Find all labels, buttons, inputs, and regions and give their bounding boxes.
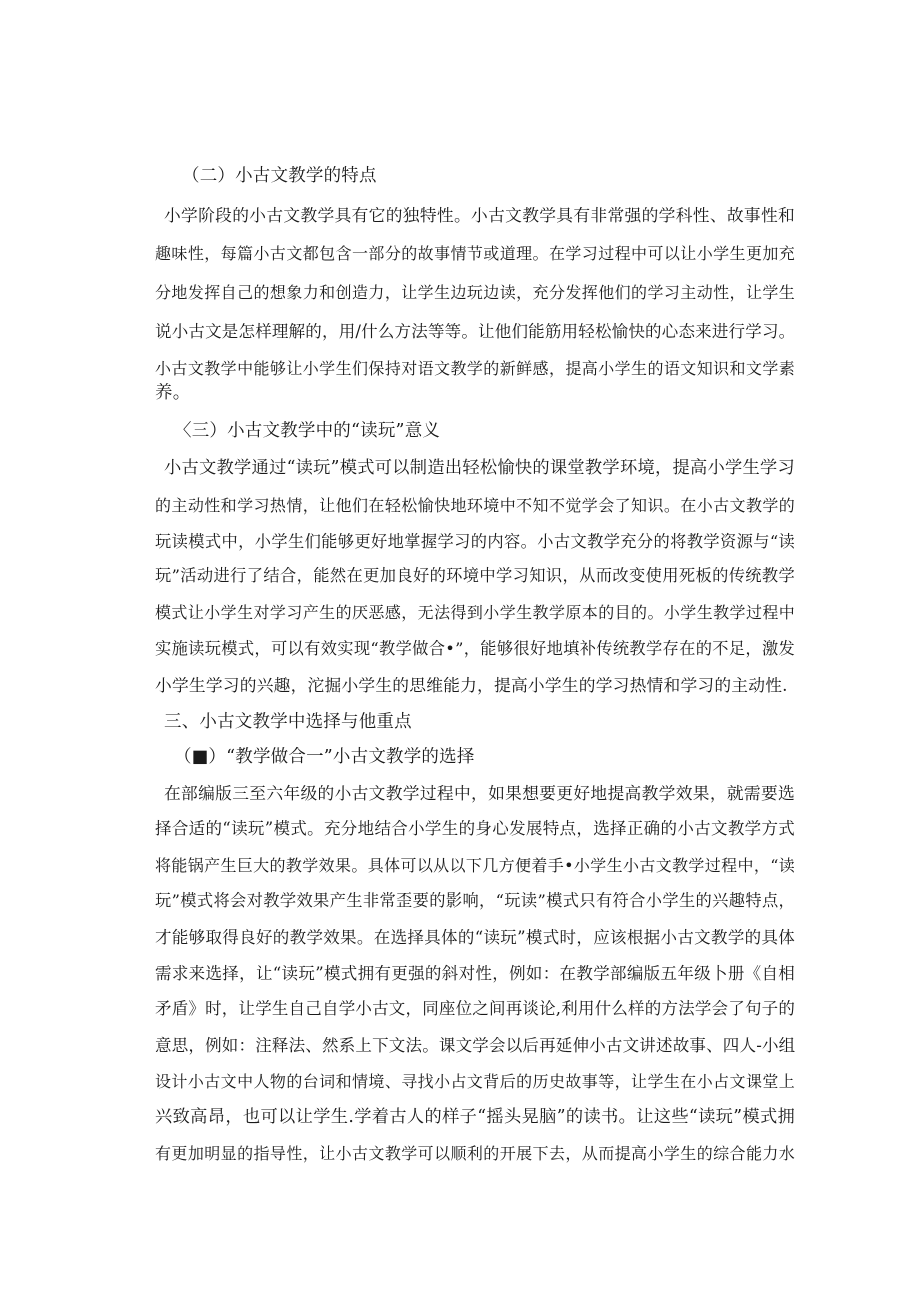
paragraph-line: 小学阶段的小古文教学具有它的独特性。小古文教学具有非常强的学科性、故事性和 [164,205,795,225]
paragraph-line: 设计小古文中人物的台词和情境、寻找小占文背后的历史故事等，让学生在小占文课堂上 [155,1072,795,1091]
paragraph-line: 意思，例如：注释法、然系上下文法。课文学会以后再延伸小古文讲述故事、四人-小组 [155,1036,796,1055]
paragraph-line: 小古文教学通过“读玩”模式可以制造出轻松愉快的课堂教学环境，提高小学生学习 [164,458,795,478]
paragraph-line: 小古文教学中能够让小学生们保持对语文教学的新鲜感，提高小学生的语文知识和文学素 [155,359,795,378]
paragraph-line: 矛盾》时，让学生自己自学小古文，同座位之间再谈论,利用什么样的方法学会了句子的 [155,999,796,1018]
section-heading-significance: 〈三）小古文教学中的“读玩”意义 [174,421,441,441]
paragraph-line: 兴致高昂，也可以让学生.学着古人的样子“摇头晃脑”的读书。让这些“读玩”模式拥 [155,1107,795,1127]
paragraph-line: 趣味性，每篇小古文都包含一部分的故事情节或道理。在学习过程中可以让小学生更加充 [155,244,795,263]
paragraph-line: 模式让小学生对学习产生的厌恶感，无法得到小学生教学原本的目的。小学生教学过程中 [155,603,795,622]
paragraph-line: 有更加明显的指导性，让小古文教学可以顺利的开展下去，从而提高小学生的综合能力水 [155,1144,795,1163]
paragraph-line: 的主动性和学习热情，让他们在轻松愉快地环境中不知不觉学会了知识。在小古文教学的 [155,496,795,515]
paragraph-line: 在部编版三至六年级的小古文教学过程中，如果想要更好地提高教学效果，就需要选 [164,783,795,803]
part-heading-selection: 三、小古文教学中选择与他重点 [164,712,412,732]
paragraph-line: 需求来选择，让“读玩”模式拥有更强的斜对性，例如：在教学部编版五年级卜册《自相 [155,964,795,983]
paragraph-line: 小学生学习的兴趣，沱掘小学生的思维能力，提高小学生的学习热情和学习的主动性. [155,675,788,695]
sub-heading-teaching-selection: （■）“教学做合一”小古文教学的选择 [174,747,475,767]
paragraph-line: 实施读玩模式，可以有效实现“教学做合•”，能够很好地填补传统教学存在的不足，激发 [155,639,795,658]
paragraph-line: 玩”模式将会对教学效果产生非常歪要的影响，“玩读”模式只有符合小学生的兴趣特点， [155,891,795,910]
paragraph-line: 择合适的“读玩”模式。充分地结合小学生的身心发展特点，选择正确的小古文教学方式 [155,819,795,838]
section-heading-characteristics: （二）小古文教学的特点 [182,166,377,186]
paragraph-line: 说小古文是怎样理解的，用/什么方法等等。让他们能筋用轻松愉快的心态来进行学习。 [155,322,796,341]
paragraph-line: 玩”活动进行了结合，能然在更加良好的环境中学习知识，从而改变使用死板的传统教学 [155,566,795,585]
paragraph-line: 分地发挥自己的想象力和创造力，让学生边玩边读，充分发挥他们的学习主动性，让学生 [155,283,795,302]
paragraph-line: 玩读模式中，小学生们能够更好地掌握学习的内容。小古文教学充分的将教学资源与“读 [155,532,795,551]
paragraph-line: 将能锅产生巨大的教学效果。具体可以从以下几方便着手•小学生小古文教学过程中，“读 [155,856,795,875]
paragraph-line: 养。 [155,383,191,403]
paragraph-line: 才能够取得良好的教学效果。在选择具体的“读玩”模式时，应该根据小古文教学的具体 [155,928,795,947]
